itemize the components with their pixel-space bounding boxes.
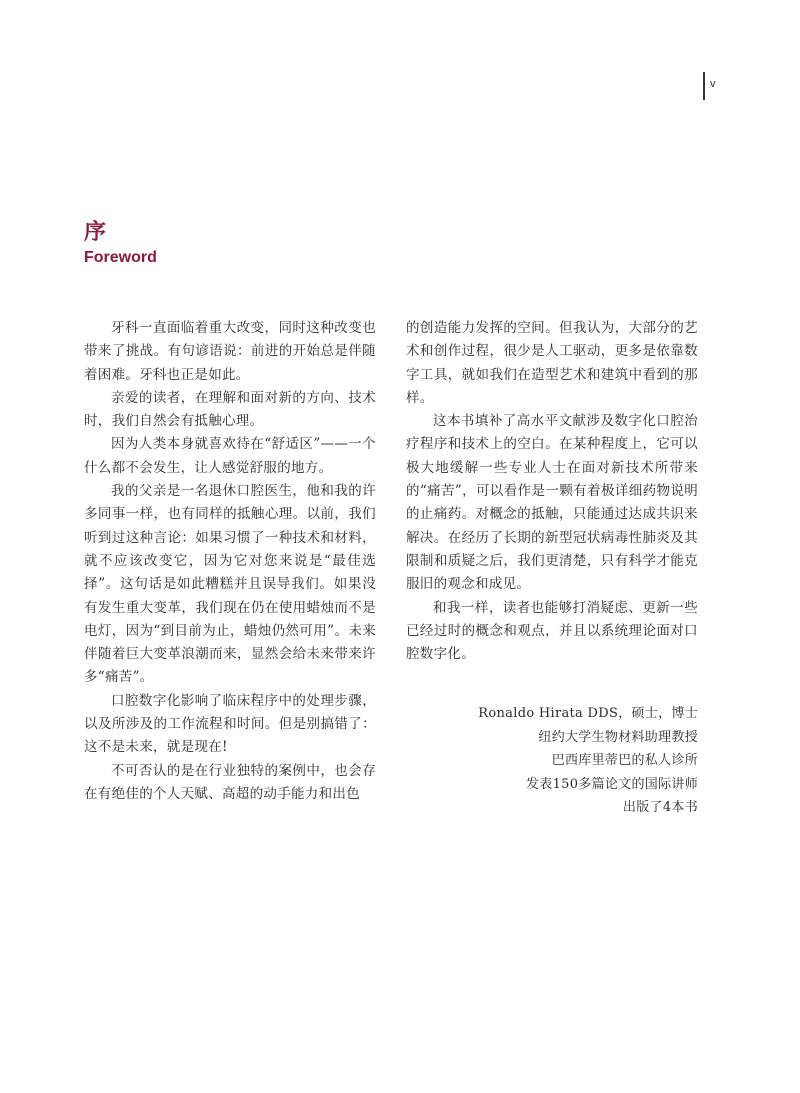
paragraph: 口腔数字化影响了临床程序中的处理步骤，以及所涉及的工作流程和时间。但是别搞错了：这不是未来，就是现在! [84,692,376,756]
right-column [406,317,698,820]
signature-line: 出版了4本书 [622,800,698,816]
signature-line: 巴西库里蒂巴的私人诊所 [551,753,698,769]
paragraph-continued: 的创造能力发挥的空间。但我认为，大部分的艺术和创作过程，很少是人工驱动，更多是依靠数字工具，就如我们在造型艺术和建筑中看到的那样。 [406,320,698,406]
heading-english: Foreword [84,249,157,266]
signature-line: 发表150多篇论文的国际讲师 [525,776,698,792]
paragraph: 我的父亲是一名退休口腔医生，他和我的许多同事一样，也有同样的抵触心理。以前，我们听到过这种言论：如果习惯了一种技术和材料，就不应该改变它，因为它对您来说是“最佳选择”。这句话是如此糟糕并且误导我们。如果没有发生重大变革，我们现在仍在使用蜡烛而不是电灯，因为“到目前为止，蜡烛仍然可用”。未来伴随着巨大变革浪潮而来，显然会给未来带来许多“痛苦”。 [84,483,376,686]
paragraph: 这本书填补了高水平文献涉及数字化口腔治疗程序和技术上的空白。在某种程度上，它可以极大地缓解一些专业人士在面对新技术所带来的“痛苦”，可以看作是一颗有着极详细药物说明的止痛药。对概念的抵触，只能通过达成共识来解决。在经历了长期的新型冠状病毒性肺炎及其限制和质疑之后，我们更清楚，只有科学才能克服旧的观念和成见。 [406,413,698,593]
author-signature [406,702,698,820]
page-number-marker [703,72,716,100]
signature-line: 纽约大学生物材料助理教授 [538,729,698,745]
paragraph: 不可否认的是在行业独特的案例中，也会存在有绝佳的个人天赋、高超的动手能力和出色 [84,762,376,802]
heading-chinese: 序 [84,220,107,245]
paragraph: 牙科一直面临着重大改变，同时这种改变也带来了挑战。有句谚语说：前进的开始总是伴随着困难。牙科也正是如此。 [84,320,376,383]
paragraph: 和我一样，读者也能够打消疑虑、更新一些已经过时的概念和观点，并且以系统理论面对口腔数字化。 [406,599,698,663]
left-column [84,317,376,806]
page-number: v [710,78,716,90]
signature-line: Ronaldo Hirata DDS，硕士，博士 [478,706,698,722]
paragraph: 亲爱的读者，在理解和面对新的方向、技术时，我们自然会有抵触心理。 [84,389,376,430]
paragraph: 因为人类本身就喜欢待在“舒适区”——一个什么都不会发生，让人感觉舒服的地方。 [84,436,376,476]
page-marker-bar [703,72,705,100]
